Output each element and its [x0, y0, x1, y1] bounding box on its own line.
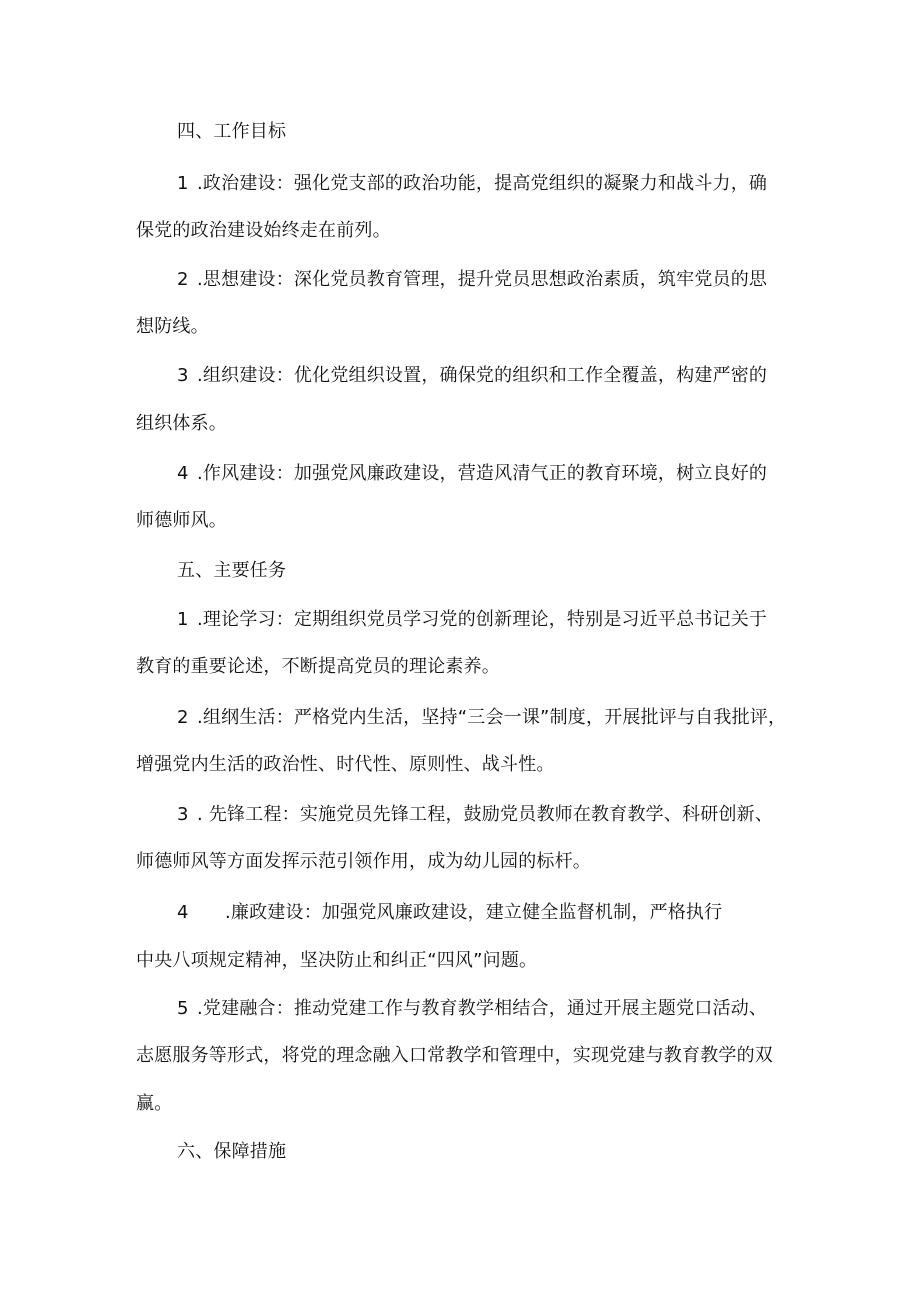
task-item-4-line1 [177, 901, 722, 925]
section-heading-goals: 四、工作目标 [177, 121, 287, 142]
task-item-5-line3: 赢。 [136, 1093, 173, 1114]
goal-item-4-line1 [177, 462, 767, 486]
goal-item-3-line1 [177, 364, 767, 388]
task-item-5-line2: 志愿服务等形式，将党的理念融入口常教学和管理中，实现党建与教育教学的双 [136, 1045, 773, 1066]
item-text: .党建融合：推动党建工作与教育教学相结合，通过开展主题党口活动、 [197, 998, 768, 1019]
goal-item-1-line2: 保党的政治建设始终走在前列。 [136, 220, 391, 241]
item-text: .组织建设：优化党组织设置，确保党的组织和工作全覆盖，构建严密的 [197, 365, 768, 386]
task-item-1-line2: 教育的重要论述，不断提高党员的理论素养。 [136, 656, 500, 677]
item-number: 2 [177, 707, 189, 728]
section-heading-tasks: 五、主要任务 [177, 560, 287, 581]
item-text: .组纲生活：严格党内生活，坚持“三会一课”制度，开展批评与自我批评， [197, 707, 787, 728]
goal-item-4-line2: 师德师风。 [136, 510, 227, 531]
item-text: .思想建设：深化党员教育管理，提升党员思想政治素质，筑牢党员的思 [197, 269, 768, 290]
task-item-1-line1 [177, 608, 767, 632]
item-text: .理论学习：定期组织党员学习党的创新理论，特别是习近平总书记关于 [197, 609, 768, 630]
item-number: 5 [177, 998, 189, 1019]
item-number: 4 [177, 902, 189, 923]
task-item-3-line1 [177, 803, 773, 827]
task-item-2-line1 [177, 706, 786, 730]
item-text: .廉政建设：加强党风廉政建设，建立健全监督机制，严格执行 [225, 902, 723, 923]
section-heading-safeguards: 六、保障措施 [177, 1141, 287, 1162]
task-item-5-line1 [177, 997, 767, 1021]
item-number: 4 [177, 463, 189, 484]
goal-item-1-line1 [177, 172, 767, 196]
goal-item-2-line2: 想防线。 [136, 316, 209, 337]
item-number: 3 [177, 804, 189, 825]
task-item-4-line2: 中央八项规定精神，坚决防止和纠正“四风”问题。 [136, 950, 538, 971]
item-number: 3 [177, 365, 189, 386]
item-number: 1 [177, 609, 189, 630]
item-number: 1 [177, 173, 189, 194]
task-item-3-line2: 师德师风等方面发挥示范引领作用，成为幼儿园的标杆。 [136, 851, 591, 872]
item-text: .政治建设：强化党支部的政治功能，提高党组织的凝聚力和战斗力，确 [197, 173, 768, 194]
goal-item-3-line2: 组织体系。 [136, 413, 227, 434]
item-text: .作风建设：加强党风廉政建设，营造风清气正的教育环境，树立良好的 [197, 463, 768, 484]
item-number: 2 [177, 269, 189, 290]
goal-item-2-line1 [177, 268, 767, 292]
task-item-2-line2: 增强党内生活的政治性、时代性、原则性、战斗性。 [136, 754, 555, 775]
item-text: . 先锋工程：实施党员先锋工程，鼓励党员教师在教育教学、科研创新、 [197, 804, 774, 825]
